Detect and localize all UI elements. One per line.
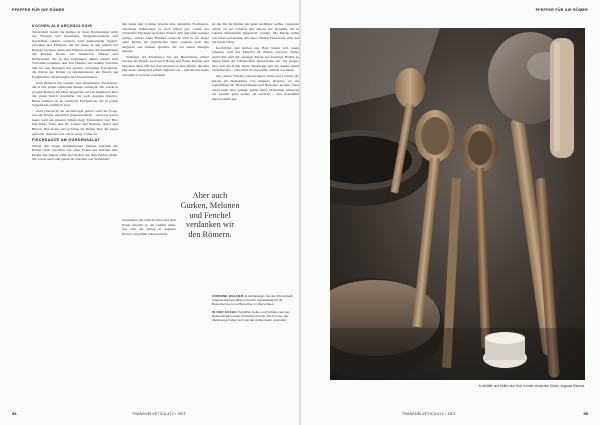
caption-lead: IN DER KÜCHE xyxy=(212,309,237,314)
page-gutter xyxy=(299,0,301,425)
caption-lead: CORINNE WALDER xyxy=(212,294,244,298)
article-column-2-lower xyxy=(122,218,176,282)
section-heading: KOCHEN ALS ARCHÄOLOGIE xyxy=(32,24,93,28)
caption-text: Holzlöffel, Kellen und Schalen aus der Rekonstruktion einer römischen Küche. Die Formen der Werkzeuge haben sich seit der Antike kaum verändert. xyxy=(212,309,290,323)
paragraph: Zum Beispiel das Garum, eine fermentierte Fischsauce, die in fast jedem römischen Rezept auftaucht. Sie wurde in grossen Becken am Meer hergestellt und in Amphoren über das ganze Reich verschickt, bis nach Augusta Raurica. Heute erinnert sie an asiatische Fischsaucen, die in jedem Supermarkt erhältlich sind. xyxy=(32,80,118,108)
article-column-2 xyxy=(122,22,209,207)
caption-text: ist Archäologin, bei der Römerstadt Augusta Raurica tätig und kocht regelmässig für die Besucherinnen und Besucher im Römerhaus. xyxy=(212,294,293,307)
paragraph: Zum Unterricht der Archäologin gehört auch die Frage, was die Römer eigentlich gegessen haben – und was davon heute noch auf unseren Tellern liegt. Erstaunlich viel: Brot und Käse, Wein und Öl, Linsen und Bohnen, Äpfel und Birnen. Das meiste davon haben die Römer über die Alpen gebracht, manches war schon lange vorher da. xyxy=(32,108,118,136)
caption-2 xyxy=(212,310,299,323)
running-head-right: PFEFFER FÜR DIE RÖMER xyxy=(535,8,588,12)
paragraph: Tatsächlich lassen die Römer in ihren Eroberungen nicht nur Strassen und Aquädukte, Siegesmonumente und Inschriften zurück, sondern auch kulinarische Spuren: Gewürze und Pflanzen, die bis heute in den Gärten der Region wachsen. Wein und Walnuss zeigen die Ausdehnung des Reiches ebenso wie Amphoren, Mörser und Reibschalen, die in den Grabungen immer wieder zum Vorschein kommen. Aus den Funden, aus antiken Schriften und aus den Rezepten des Apicius versuchen Forschende, die Küche der Römer zu rekonstruieren: ein Puzzle aus Fragmenten, Vermutungen und Experimenten. xyxy=(32,29,118,80)
paragraph: Aus diesen Funden rekonstruieren Anna und Corinne die Küche im Römerhaus von Augusta Raurica, wo sie regelmässig für Besucherinnen und Besucher kochen. Dass dabei nicht alles gelingt, gehört dazu. Manchmal schmeckt ein Gericht ganz anders als erwartet – und manchmal überraschend gut. xyxy=(212,74,299,101)
magazine-footer-right: TRANSHELVETICA #72 / ZEIT xyxy=(402,412,457,416)
magazine-footer-left: TRANSHELVETICA #72 / ZEIT xyxy=(132,412,187,416)
paragraph: Neben den vielen einheimischen Zutaten brachten die Römer auch Gewürze aus allen Ecken des Reiches mit: Pfeffer aus Indien, Zimt und Nelken aus dem Fernen Osten. Sie waren teuer und galten als Zeichen von Wohlstand. xyxy=(32,143,118,162)
article-column-3 xyxy=(212,22,299,287)
paragraph: ist das für die Römer ein ganz wichtiges Gefäss. Gegessen wurde oft aus Schalen und Tellern aus Keramik, die in lokalen Werkstätten hergestellt wurden. Die Küche selbst war klein und dunkel, mit einer offenen Feuerstelle, über der ein Kessel hing. xyxy=(212,22,299,45)
image-captions xyxy=(212,294,299,325)
page-number-right: 55 xyxy=(583,411,588,416)
section-heading: FISCHSAUCE AM GURKENSALAT xyxy=(32,138,101,143)
paragraph: Während der Fischsauce bei der Herstellung erhitzt werden die Römer auch noch Honig und Essig, Kräuter und Gewürze dazu. Mit der Zeit entstand so eine Küche, die süss und sauer, salzig und scharf zugleich war – und die uns heute erstaunlich vertraut vorkommt. xyxy=(122,54,209,78)
paragraph: Zusammen mit dem Kochen und dem Essen entsteht so ein Gefühl dafür, wie sich der Alltag in Augusta Raurica angefühlt haben könnte. xyxy=(122,218,176,236)
running-head-left: PFEFFER FÜR DIE RÖMER xyxy=(12,8,65,12)
pull-quote: Aber auch Gurken, Melonen und Fenchel verdanken wir den Römern. xyxy=(180,191,240,240)
kitchen-utensils-photo xyxy=(330,28,585,380)
photo-caption: Kochlöffel und Kellen aus Holz in einer römischen Küche, Augusta Raurica. xyxy=(478,384,585,388)
paragraph: den Anna und Corinne jeweils eine asiatische Fischsauce, allerdings funktioniert es auch gleich gut: «Viele der römischen Fischsaucen haben Zucker drin und sind weniger salzig», erklärt Anna Brunner. Gekocht wird in der Regel ohne Rezept im eigentlichen Sinn, sondern nach den Angaben aus antiken Quellen, die nur selten Mengen nennen. xyxy=(122,22,209,54)
photo-illustration xyxy=(330,28,585,380)
caption-1 xyxy=(212,294,299,307)
article-column-1 xyxy=(32,22,118,392)
page-number-left: 54 xyxy=(12,411,17,416)
paragraph: Kochlöffel und Kellen aus Holz haben sich kaum erhalten, weil das Material im Boden verrottet. Umso wertvoller sind die wenigen Funde aus feuchten Böden, in denen Holz die Jahrhunderte überstanden hat. Sie zeigen, dass sich die Form dieser Werkzeuge seit der Antike kaum verändert hat – ein Löffel ist ein Löffel, damals wie heute. xyxy=(212,45,299,73)
